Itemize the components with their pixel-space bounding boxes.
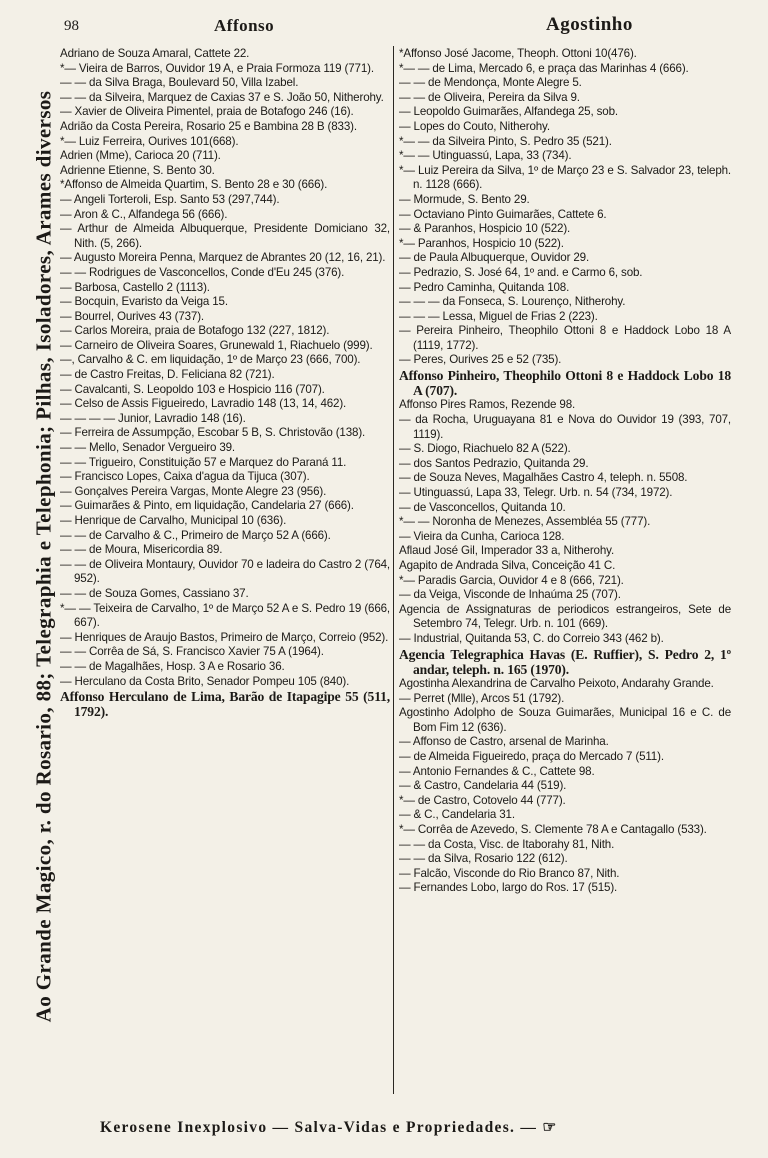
directory-entry: Agapito de Andrada Silva, Conceição 41 C.	[399, 559, 616, 572]
directory-entry: — Bourrel, Ourives 43 (737).	[60, 309, 204, 323]
directory-entry: — Pedro Caminha, Quitanda 108.	[399, 280, 570, 294]
directory-entry: — — — — Junior, Lavradio 148 (16).	[60, 411, 246, 425]
directory-entry: — — de Oliveira, Pereira da Silva 9.	[399, 90, 580, 104]
directory-entry: *— — Noronha de Menezes, Assembléa 55 (777).	[399, 515, 651, 529]
directory-entry: — de Paula Albuquerque, Ouvidor 29.	[399, 251, 590, 265]
directory-entry: *— Corrêa de Azevedo, S. Clemente 78 A e Cantagallo (533).	[399, 822, 707, 836]
directory-entry: Agencia Telegraphica Havas (E. Ruffier), S. Pedro 2, 1º andar, teleph. n. 165 (1970).	[399, 646, 731, 677]
page-number: 98	[64, 18, 79, 34]
directory-entry: — Herculano da Costa Brito, Senador Pompeu 105 (840).	[60, 674, 350, 688]
directory-entry: — Angeli Torteroli, Esp. Santo 53 (297,744).	[60, 192, 280, 206]
directory-entry: — — da Costa, Visc. de Itaborahy 81, Nith.	[399, 837, 615, 851]
directory-entry: — — Rodrigues de Vasconcellos, Conde d'Eu 245 (376).	[60, 265, 345, 279]
directory-entry: — Industrial, Quitanda 53, C. do Correio 343 (462 b).	[399, 631, 664, 645]
right-running-head: Agostinho	[546, 14, 633, 35]
directory-entry: — S. Diogo, Riachuelo 82 A (522).	[399, 442, 571, 456]
right-column	[399, 47, 731, 896]
directory-entry: — Utinguassú, Lapa 33, Telegr. Urb. n. 54 (734, 1972).	[399, 486, 673, 500]
directory-entry: — Lopes do Couto, Nitherohy.	[399, 119, 550, 133]
directory-entry: — — da Silveira, Marquez de Caxias 37 e S. João 50, Nitherohy.	[60, 90, 384, 104]
directory-entry: — Xavier de Oliveira Pimentel, praia de Botafogo 246 (16).	[60, 105, 354, 119]
directory-entry: —, Carvalho & C. em liquidação, 1º de Março 23 (666, 700).	[60, 353, 361, 367]
directory-entry: — — Mello, Senador Vergueiro 39.	[60, 441, 235, 455]
directory-entry: — Bocquin, Evaristo da Veiga 15.	[60, 295, 228, 309]
directory-entry: — Augusto Moreira Penna, Marquez de Abrantes 20 (12, 16, 21).	[60, 251, 386, 265]
directory-entry: — Carneiro de Oliveira Soares, Grunewald 1, Riachuelo (999).	[60, 338, 373, 352]
directory-entry: Agostinho Adolpho de Souza Guimarães, Municipal 16 e C. de Bom Fim 12 (636).	[399, 706, 731, 734]
directory-entry: Agostinha Alexandrina de Carvalho Peixoto, Andarahy Grande.	[399, 676, 714, 690]
directory-entry: — Aron & C., Alfandega 56 (666).	[60, 207, 228, 221]
directory-entry: — Celso de Assis Figueiredo, Lavradio 148 (13, 14, 462).	[60, 397, 347, 411]
directory-entry: — dos Santos Pedrazio, Quitanda 29.	[399, 456, 589, 470]
directory-entry: — Leopoldo Guimarães, Alfandega 25, sob.	[399, 105, 618, 119]
footer-advertisement: Kerosene Inexplosivo — Salva-Vidas e Propriedades. — ☞	[100, 1119, 558, 1136]
directory-entry: Affonso Pinheiro, Theophilo Ottoni 8 e Haddock Lobo 18 A (707).	[399, 368, 731, 399]
directory-entry: Adrien (Mme), Carioca 20 (711).	[60, 149, 221, 163]
directory-entry: — — da Silva Braga, Boulevard 50, Villa Izabel.	[60, 76, 299, 90]
directory-entry: — Peres, Ourives 25 e 52 (735).	[399, 353, 562, 367]
directory-entry: — Vieira da Cunha, Carioca 128.	[399, 529, 565, 543]
directory-entry: — Fernandes Lobo, largo do Ros. 17 (515).	[399, 881, 618, 895]
side-advertisement-text: Ao Grande Magico, r. do Rosario, 88; Telegraphia e Telephonia; Pilhas, Isoladores, Arames diversos	[31, 90, 56, 1022]
directory-entry: — & Castro, Candelaria 44 (519).	[399, 779, 567, 793]
directory-entry: — & C., Candelaria 31.	[399, 808, 515, 822]
directory-entry: *— Paradis Garcia, Ouvidor 4 e 8 (666, 721).	[399, 573, 624, 587]
directory-entry: *— — de Lima, Mercado 6, e praça das Marinhas 4 (666).	[399, 61, 689, 75]
directory-entry: — — de Mendonça, Monte Alegre 5.	[399, 76, 582, 90]
directory-entry: *— — Utinguassú, Lapa, 33 (734).	[399, 149, 572, 163]
directory-entry: — & Paranhos, Hospicio 10 (522).	[399, 222, 571, 236]
directory-entry: *— Luiz Pereira da Silva, 1º de Março 23 e S. Salvador 23, teleph. n. 1128 (666).	[399, 163, 731, 192]
directory-entry: — Mormude, S. Bento 29.	[399, 192, 530, 206]
directory-entry: Agencia de Assignaturas de periodicos estrangeiros, Sete de Setembro 74, Telegr. Urb. n. 101 (669).	[399, 602, 731, 631]
directory-entry: Aflaud José Gil, Imperador 33 a, Nitherohy.	[399, 544, 615, 558]
directory-entry: *— — Teixeira de Carvalho, 1º de Março 52 A e S. Pedro 19 (666, 667).	[60, 601, 390, 630]
directory-entry: — — Trigueiro, Constituição 57 e Marquez do Paraná 11.	[60, 455, 347, 469]
directory-entry: — — da Silva, Rosario 122 (612).	[399, 852, 568, 866]
directory-entry: — Affonso de Castro, arsenal de Marinha.	[399, 735, 609, 749]
directory-entry: Affonso Pires Ramos, Rezende 98.	[399, 398, 576, 412]
directory-entry: — Ferreira de Assumpção, Escobar 5 B, S. Christovão (138).	[60, 426, 366, 440]
column-divider	[393, 46, 394, 1094]
directory-entry: — Falcão, Visconde do Rio Branco 87, Nith.	[399, 866, 620, 880]
directory-entry: *— Luiz Ferreira, Ourives 101(668).	[60, 134, 239, 148]
directory-entry: — Guimarães & Pinto, em liquidação, Candelaria 27 (666).	[60, 499, 354, 513]
directory-entry: — Pedrazio, S. José 64, 1º and. e Carmo 6, sob.	[399, 265, 643, 279]
directory-entry: *— Vieira de Barros, Ouvidor 19 A, e Praia Formoza 119 (771).	[60, 61, 374, 75]
directory-entry: *Affonso de Almeida Quartim, S. Bento 28 e 30 (666).	[60, 178, 328, 192]
directory-entry: *— — da Silveira Pinto, S. Pedro 35 (521).	[399, 134, 612, 148]
directory-entry: *Affonso José Jacome, Theoph. Ottoni 10(476).	[399, 47, 637, 60]
directory-entry: Adrienne Etienne, S. Bento 30.	[60, 163, 215, 177]
page-header	[64, 12, 744, 42]
directory-entry: — de Almeida Figueiredo, praça do Mercado 7 (511).	[399, 749, 664, 763]
directory-entry: — da Rocha, Uruguayana 81 e Nova do Ouvidor 19 (393, 707, 1119).	[399, 413, 731, 441]
directory-entry: — Henrique de Carvalho, Municipal 10 (636).	[60, 514, 287, 527]
directory-entry: — Octaviano Pinto Guimarães, Cattete 6.	[399, 207, 607, 221]
directory-entry: — — de Magalhães, Hosp. 3 A e Rosario 36.	[60, 659, 285, 673]
directory-entry: — Perret (Mlle), Arcos 51 (1792).	[399, 691, 565, 705]
directory-entry: — de Castro Freitas, D. Feliciana 82 (721).	[60, 368, 275, 382]
directory-entry: — — de Oliveira Montaury, Ouvidor 70 e ladeira do Castro 2 (764, 952).	[60, 557, 390, 586]
directory-entry: Affonso Herculano de Lima, Barão de Itapagipe 55 (511, 1792).	[60, 689, 390, 720]
directory-entry: — Cavalcanti, S. Leopoldo 103 e Hospicio 116 (707).	[60, 382, 325, 396]
directory-entry: — Antonio Fernandes & C., Cattete 98.	[399, 764, 595, 778]
left-column	[60, 47, 390, 720]
directory-entry: — Barbosa, Castello 2 (1113).	[60, 280, 210, 294]
directory-entry: — de Souza Neves, Magalhães Castro 4, teleph. n. 5508.	[399, 471, 688, 485]
directory-entry: — — de Carvalho & C., Primeiro de Março 52 A (666).	[60, 528, 331, 542]
directory-entry: — Henriques de Araujo Bastos, Primeiro de Março, Correio (952).	[60, 630, 389, 644]
directory-entry: — de Vasconcellos, Quitanda 10.	[399, 500, 566, 514]
directory-entry: — — — da Fonseca, S. Lourenço, Nitherohy.	[399, 295, 626, 309]
directory-entry: — Francisco Lopes, Caixa d'agua da Tijuca (307).	[60, 470, 310, 484]
directory-entry: — — de Souza Gomes, Cassiano 37.	[60, 586, 249, 600]
left-running-head: Affonso	[214, 16, 275, 35]
directory-entry: — — — Lessa, Miguel de Frias 2 (223).	[399, 309, 598, 323]
directory-entry: Adrião da Costa Pereira, Rosario 25 e Bambina 28 B (833).	[60, 119, 357, 133]
directory-entry: — Gonçalves Pereira Vargas, Monte Alegre 23 (956).	[60, 484, 327, 498]
directory-entry: *— de Castro, Cotovelo 44 (777).	[399, 793, 566, 807]
directory-entry: *— Paranhos, Hospicio 10 (522).	[399, 236, 564, 250]
directory-entry: — Pereira Pinheiro, Theophilo Ottoni 8 e Haddock Lobo 18 A (1119, 1772).	[399, 324, 731, 352]
directory-entry: — Carlos Moreira, praia de Botafogo 132 (227, 1812).	[60, 324, 330, 338]
directory-entry: — Arthur de Almeida Albuquerque, Presidente Domiciano 32, Nith. (5, 266).	[60, 222, 390, 250]
directory-entry: — — de Moura, Misericordia 89.	[60, 543, 223, 557]
directory-entry: Adriano de Souza Amaral, Cattete 22.	[60, 47, 250, 60]
directory-entry: — — Corrêa de Sá, S. Francisco Xavier 75 A (1964).	[60, 645, 324, 659]
directory-entry: — da Veiga, Visconde de Inhaúma 25 (707).	[399, 588, 621, 602]
